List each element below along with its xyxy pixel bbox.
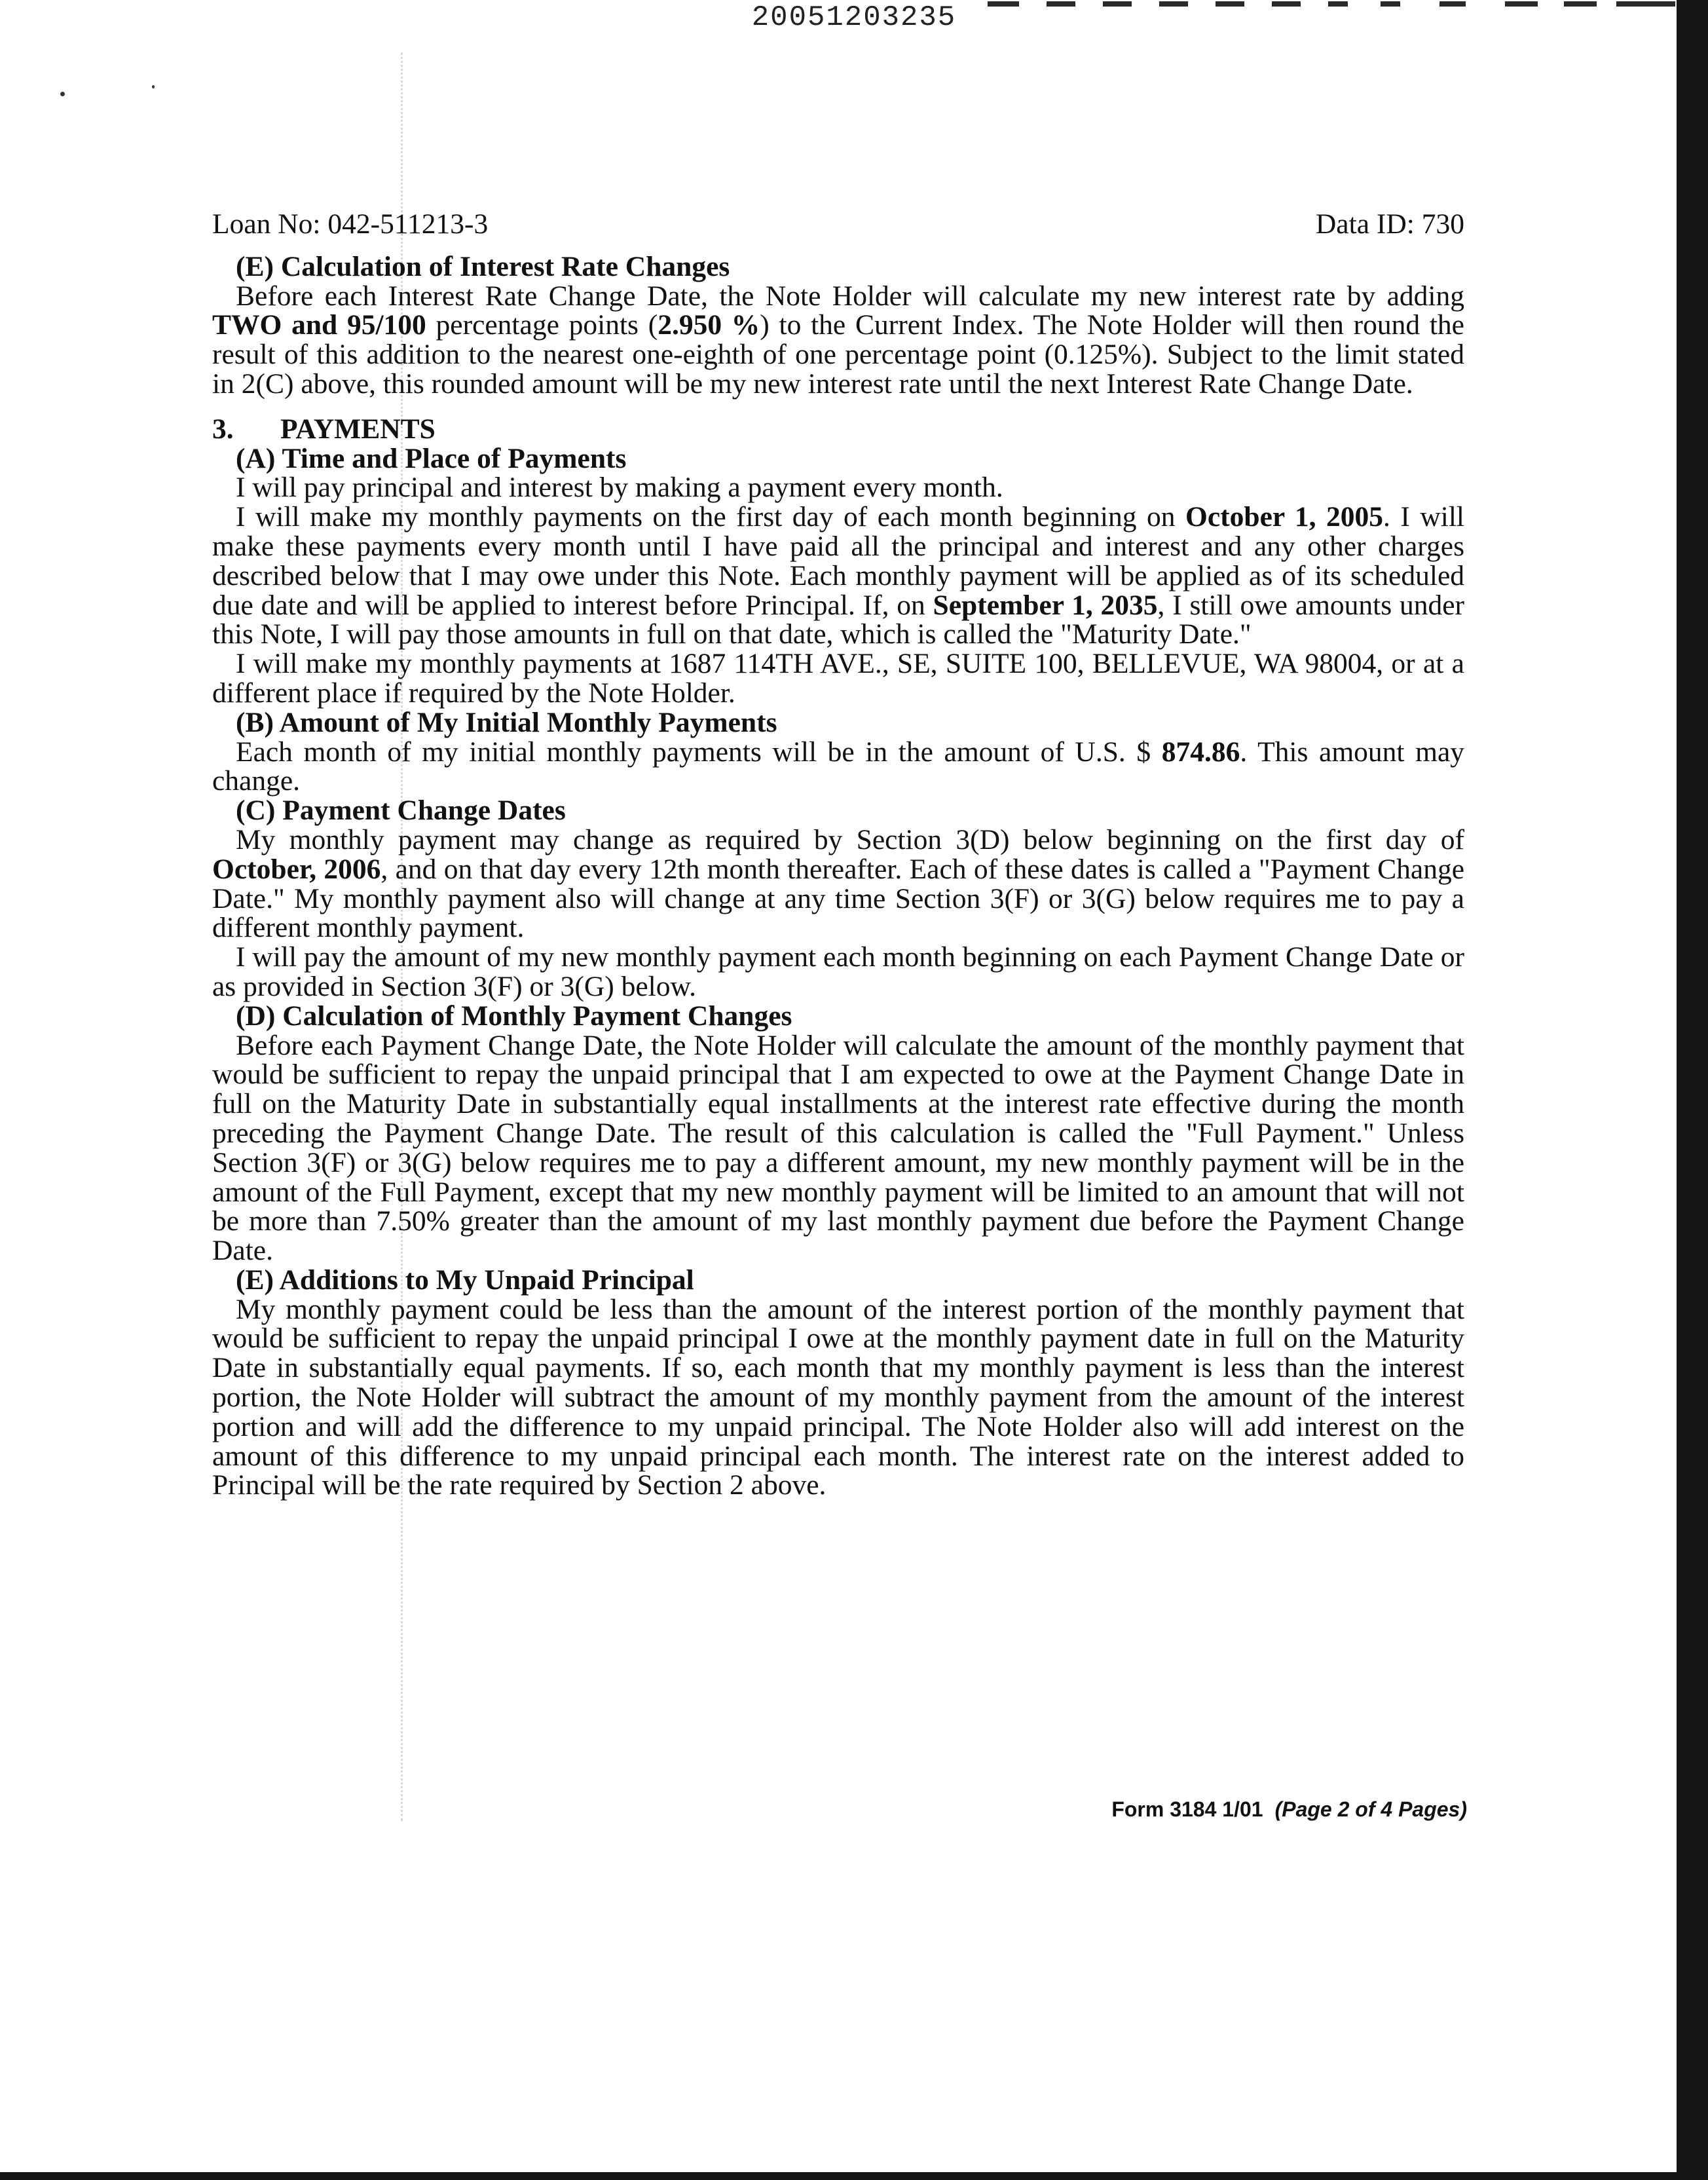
page-indicator: (Page 2 of 4 Pages) <box>1274 1797 1467 1821</box>
loan-number: Loan No: 042-511213-3 <box>212 208 489 240</box>
section-3c-title: (C) Payment Change Dates <box>236 795 566 827</box>
section-3b-paragraph <box>212 738 1464 797</box>
section-3d-title: (D) Calculation of Monthly Payment Changes <box>236 1000 792 1032</box>
section-3d-paragraph: Before each Payment Change Date, the Note Holder will calculate the amount of the monthly payment that would be sufficient to repay the unpaid principal that I am expected to owe at the Payment Change Date in full on the Maturity Date in substantially equal installments at the interest rate effective during the month preceding the Payment Change Date. The result of this calculation is called the "Full Payment." Unless Section 3(F) or 3(G) below requires me to pay a different amount, my new monthly payment will be in the amount of the Full Payment, except that my new monthly payment will be limited to an amount that will not be more than 7.50% greater than the amount of my last monthly payment due before the Payment Change Date. <box>212 1029 1464 1267</box>
section-3-heading <box>212 415 1464 444</box>
section-3a-paragraph-2 <box>212 502 1464 649</box>
section-title: PAYMENTS <box>280 413 436 445</box>
scan-artifact-dashes <box>988 0 1682 9</box>
scan-speck <box>60 92 65 96</box>
first-payment-date: October 1, 2005 <box>1185 501 1383 533</box>
document-body <box>212 210 1464 1500</box>
section-3a-paragraph-1: I will pay principal and interest by making a payment every month. <box>236 472 1003 504</box>
section-number: 3. <box>212 413 234 445</box>
text-run: ) to the Current Index. The Note Holder will then round the result of this addition to the nearest one-eighth of one percentage point (0.125%). Subject to the limit stated in 2(C) above, this rounded amount will be my new interest rate until the next Interest Rate Change Date. <box>212 309 1464 400</box>
section-2e-paragraph <box>212 282 1464 399</box>
margin-percent: 2.950 % <box>658 309 760 341</box>
loan-header <box>212 210 1464 239</box>
section-3e-paragraph: My monthly payment could be less than the amount of the interest portion of the monthly payment that would be sufficient to repay the unpaid principal I owe at the monthly payment date in full on the Maturity Date in substantially equal payments. If so, each month that my monthly payment is less than the interest portion, the Note Holder will subtract the amount of my monthly payment from the amount of the interest portion and will add the difference to my unpaid principal. The Note Holder also will add interest on the amount of this difference to my unpaid principal each month. The interest rate on the interest added to Principal will be the rate required by Section 2 above. <box>212 1293 1464 1501</box>
text-run: Each month of my initial monthly payments will be in the amount of U.S. $ <box>236 736 1162 768</box>
document-number: 20051203235 <box>751 1 957 34</box>
text-run: . This amount may change. <box>212 736 1465 797</box>
scan-border-bottom <box>0 2172 1708 2180</box>
scan-speck <box>152 85 155 88</box>
initial-payment-amount: 874.86 <box>1161 736 1240 768</box>
text-run: . I will make these payments every month until I have paid all the principal and interest and any other charges described below that I may owe under this Note. Each monthly payment will be applied as of its scheduled due date and will be applied to interest before Principal. If, on <box>212 501 1464 621</box>
section-3a-paragraph-3: I will make my monthly payments at 1687 114TH AVE., SE, SUITE 100, BELLEVUE, WA 98004, or at a different place if required by the Note Holder. <box>212 648 1464 709</box>
section-2e-title: (E) Calculation of Interest Rate Changes <box>236 250 730 282</box>
form-footer <box>1068 1797 1467 1822</box>
text-run: , and on that day every 12th month thereafter. Each of these dates is called a "Payment Change Date." My monthly payment also will change at any time Section 3(F) or 3(G) below requires me to pay a different monthly payment. <box>212 853 1464 944</box>
scan-border-right <box>1677 0 1708 2180</box>
margin-amount: TWO and 95/100 <box>212 309 426 341</box>
text-run: My monthly payment may change as required by Section 3(D) below beginning on the first day of <box>236 823 1464 855</box>
first-change-date: October, 2006 <box>212 853 381 885</box>
text-run: I will make my monthly payments on the first day of each month beginning on <box>236 501 1185 533</box>
section-3c-paragraph-1 <box>212 825 1464 943</box>
form-id: Form 3184 1/01 <box>1111 1797 1263 1821</box>
data-id: Data ID: 730 <box>1315 208 1464 240</box>
section-3a-title: (A) Time and Place of Payments <box>236 442 627 474</box>
text-run: , I still owe amounts under this Note, I will pay those amounts in full on that date, which is called the "Maturity Date." <box>212 589 1465 650</box>
text-run: Before each Interest Rate Change Date, the Note Holder will calculate my new interest rate by adding <box>236 280 1464 312</box>
section-3c-paragraph-2: I will pay the amount of my new monthly payment each month beginning on each Payment Change Date or as provided in Section 3(F) or 3(G) below. <box>212 941 1464 1002</box>
section-3e-title: (E) Additions to My Unpaid Principal <box>236 1264 694 1296</box>
text-run: percentage points ( <box>426 309 658 341</box>
section-3b-title: (B) Amount of My Initial Monthly Payments <box>236 706 777 738</box>
maturity-date: September 1, 2035 <box>933 589 1158 621</box>
